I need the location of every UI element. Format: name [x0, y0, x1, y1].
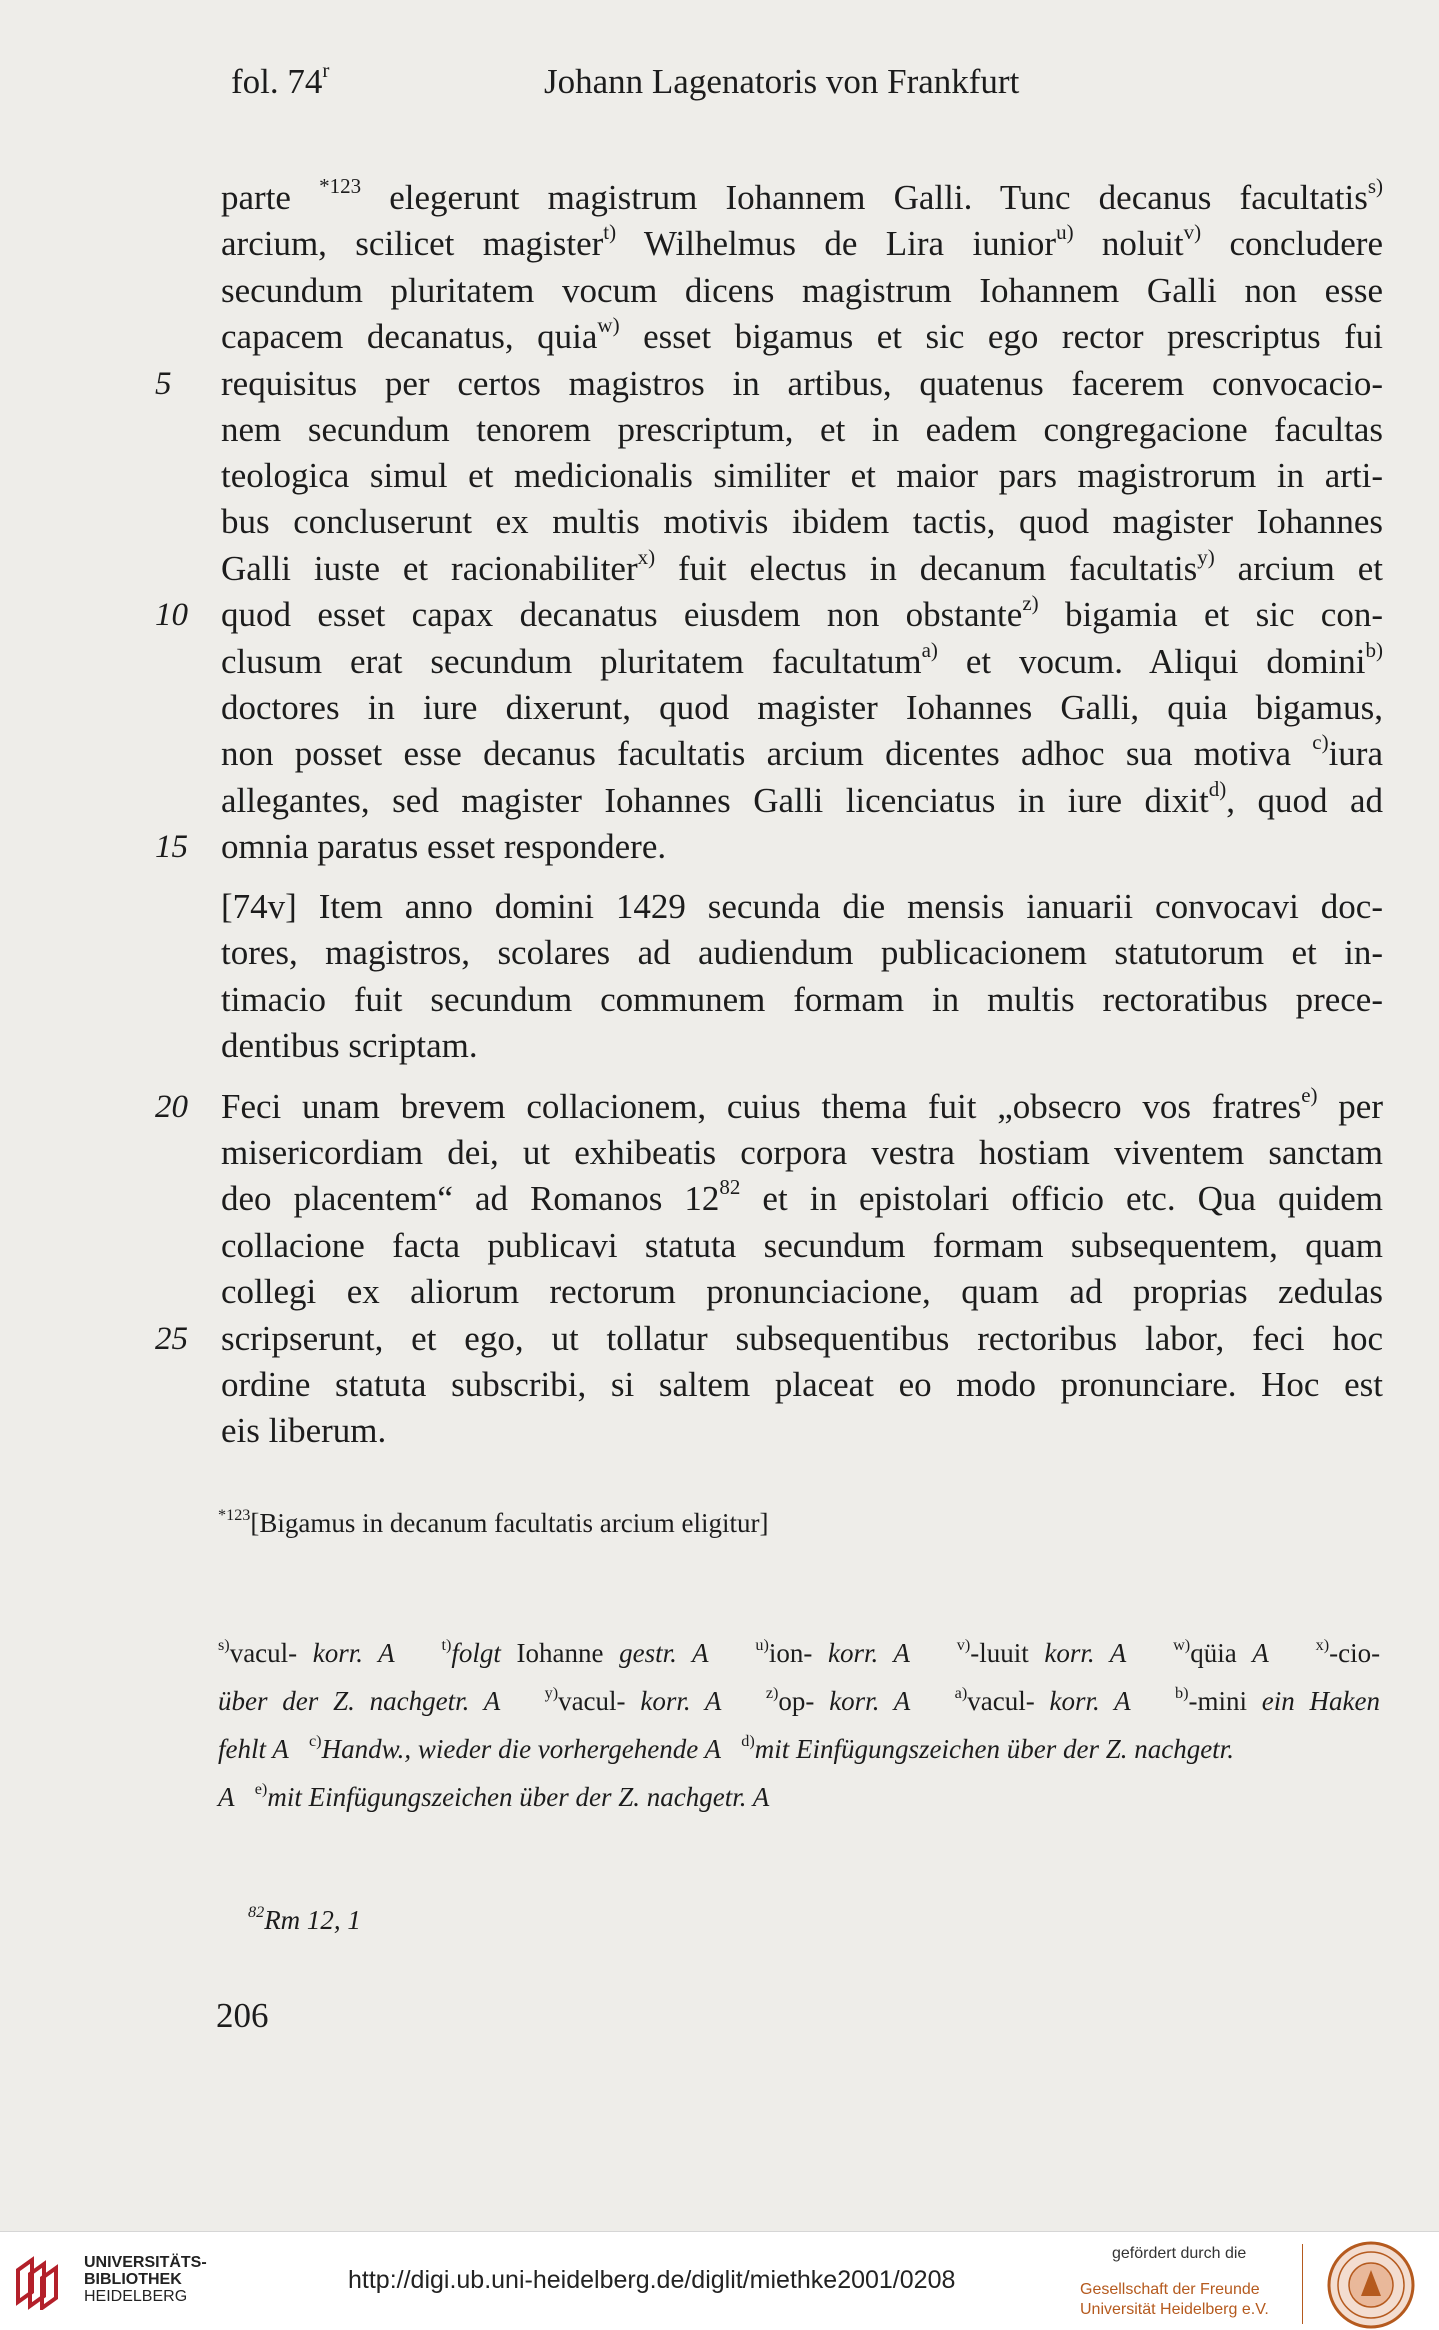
line-number: 20 — [155, 1089, 188, 1125]
footnote-line: fehlt A $^{c)}$Handw., wieder die vorhergehende A $^{d)}$mit Einfügungszeichen über der Z. nachgetr. — [218, 1731, 1234, 1764]
library-line-1: UNIVERSITÄTS- — [84, 2254, 207, 2271]
library-line-2: BIBLIOTHEK — [84, 2271, 182, 2288]
text-line: allegantes, sed magister Iohannes Galli licenciatus in iure dixit$^{d)}$, quod ad — [221, 777, 1383, 820]
text-line: misericordiam dei, ut exhibeatis corpora vestra hostiam viventem sanctam — [221, 1133, 1383, 1172]
text-line: deo placentem“ ad Romanos $12^{82}$ et in epistolari officio etc. Qua quidem — [221, 1175, 1383, 1218]
folio-label: fol. 74$^r$ — [231, 58, 330, 101]
text-line: omnia paratus esset respondere. — [221, 827, 667, 866]
footnote-line: $^{s)}$vacul- korr. A $^{t)}$folgt Iohanne gestr. A $^{u)}$ion- korr. A $^{v)}$-luuit korr. A $^{w)}$qüia A $^{x)}$-cio- — [218, 1635, 1381, 1668]
text-line: parte $^{*123}$ elegerunt magistrum Iohannem Galli. Tunc decanus facultatis$^{s)}$ — [221, 174, 1383, 217]
text-line: Feci unam brevem collacionem, cuius thema fuit „obsecro vos fratres$^{e)}$ per — [221, 1083, 1383, 1126]
line-number: 10 — [155, 597, 188, 633]
page-number: 206 — [216, 1996, 269, 2035]
society-line-1: Gesellschaft der Freunde — [1080, 2281, 1260, 2298]
text-line: capacem decanatus, quia$^{w)}$ esset bigamus et sic ego rector prescriptus fui — [221, 313, 1383, 356]
line-number: 25 — [155, 1321, 188, 1357]
library-logo-icon — [12, 2252, 64, 2310]
text-line: arcium, scilicet magister$^{t)}$ Wilhelmus de Lira iunior$^{u)}$ noluit$^{v)}$ concludere — [221, 220, 1383, 263]
line-number: 5 — [155, 366, 172, 402]
text-line: scripserunt, et ego, ut tollatur subsequentibus rectoribus labor, feci hoc — [221, 1319, 1383, 1358]
text-line: Galli iuste et racionabiliter$^{x)}$ fuit electus in decanum facultatis$^{y)}$ arcium et — [221, 545, 1383, 588]
university-seal-icon — [1326, 2240, 1416, 2330]
footer-divider — [1302, 2244, 1303, 2324]
text-line: collegi ex aliorum rectorum pronunciacione, quam ad proprias zedulas — [221, 1272, 1383, 1311]
permalink-url[interactable]: http://digi.ub.uni-heidelberg.de/diglit/miethke2001/0208 — [348, 2266, 956, 2294]
text-line: requisitus per certos magistros in artibus, quatenus facerem convocacio- — [221, 364, 1383, 403]
library-line-3: HEIDELBERG — [84, 2288, 188, 2305]
text-line: eis liberum. — [221, 1411, 387, 1450]
text-line: secundum pluritatem vocum dicens magistrum Iohannem Galli non esse — [221, 271, 1383, 310]
text-line: collacione facta publicavi statuta secundum formam subsequentem, quam — [221, 1226, 1383, 1265]
society-name — [1080, 2280, 1269, 2320]
footer-bar — [0, 2231, 1439, 2330]
footnote-line: über der Z. nachgetr. A $^{y)}$vacul- korr. A $^{z)}$op- korr. A $^{a)}$vacul- korr. A $^{b)}$-mini ein Haken — [218, 1683, 1381, 1716]
text-line: quod esset capax decanatus eiusdem non obstante$^{z)}$ bigamia et sic con- — [221, 591, 1383, 634]
text-line: clusum erat secundum pluritatem facultatum$^{a)}$ et vocum. Aliqui domini$^{b)}$ — [221, 638, 1383, 681]
funded-by-label: gefördert durch die — [1112, 2245, 1247, 2262]
line-number: 15 — [155, 829, 188, 865]
marginal-note: $^{*123}$[Bigamus in decanum facultatis arcium eligitur] — [218, 1505, 769, 1538]
society-line-2: Universität Heidelberg e.V. — [1080, 2301, 1269, 2318]
library-name — [84, 2254, 207, 2305]
text-line: nem secundum tenorem prescriptum, et in eadem congregacione facultas — [221, 410, 1383, 449]
text-line: ordine statuta subscribi, si saltem placeat eo modo pronunciare. Hoc est — [221, 1365, 1383, 1404]
text-line: timacio fuit secundum communem formam in multis rectoratibus prece- — [221, 980, 1383, 1019]
scripture-reference: $^{82}$Rm 12, 1 — [248, 1902, 361, 1935]
running-title: Johann Lagenatoris von Frankfurt — [544, 62, 1020, 101]
footnote-line: A $^{e)}$mit Einfügungszeichen über der Z. nachgetr. A — [218, 1779, 770, 1812]
text-line: bus concluserunt ex multis motivis ibidem tactis, quod magister Iohannes — [221, 502, 1383, 541]
text-line: doctores in iure dixerunt, quod magister Iohannes Galli, quia bigamus, — [221, 688, 1383, 727]
text-line: tores, magistros, scolares ad audiendum publicacionem statutorum et in- — [221, 933, 1383, 972]
text-line: [74v] Item anno domini 1429 secunda die mensis ianuarii convocavi doc- — [221, 887, 1383, 926]
text-line: dentibus scriptam. — [221, 1026, 478, 1065]
text-line: non posset esse decanus facultatis arcium dicentes adhoc sua motiva $^{c)}$iura — [221, 730, 1383, 773]
text-line: teologica simul et medicionalis similiter et maior pars magistrorum in arti- — [221, 456, 1383, 495]
